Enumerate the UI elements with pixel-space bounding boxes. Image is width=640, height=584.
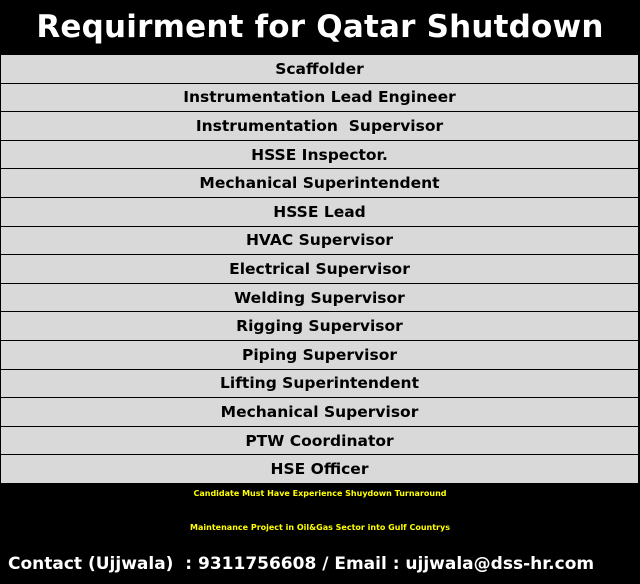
notice-line-1: Candidate Must Have Experience Shuydown Turnaround: [193, 489, 447, 498]
footer: [0, 484, 640, 584]
position-row: [1, 455, 638, 483]
position-label: HSE Officer: [270, 460, 369, 479]
position-label: Electrical Supervisor: [229, 260, 410, 279]
position-label: Mechanical Superintendent: [199, 174, 440, 193]
position-label: Piping Supervisor: [242, 345, 397, 364]
position-label: HSSE Inspector.: [251, 145, 388, 164]
position-label: Rigging Supervisor: [236, 317, 403, 336]
position-label: PTW Coordinator: [245, 431, 394, 450]
position-label: HVAC Supervisor: [245, 231, 394, 250]
position-row: [1, 370, 638, 398]
position-label: Welding Supervisor: [234, 288, 405, 307]
position-row: [1, 198, 638, 226]
notice-line-2: Maintenance Project in Oil&Gas Sector into Gulf Countrys: [190, 523, 450, 532]
position-label: Instrumentation Lead Engineer: [183, 88, 456, 107]
position-row: [1, 169, 638, 197]
positions-table: [0, 54, 640, 484]
position-row: [1, 341, 638, 369]
position-label: Instrumentation Supervisor: [195, 117, 444, 136]
position-row: [1, 255, 638, 283]
position-row: [1, 284, 638, 312]
position-row: [1, 55, 638, 83]
position-row: [1, 427, 638, 455]
position-row: [1, 227, 638, 255]
position-row: [1, 141, 638, 169]
position-label: Mechanical Supervisor: [220, 403, 419, 422]
title-bar: [0, 0, 640, 54]
position-row: [1, 112, 638, 140]
contact-line: Contact (Ujjwala) : 9311756608 / Email : ujjwala@dss-hr.com: [8, 554, 595, 574]
position-label: Scaffolder: [275, 59, 364, 78]
position-label: Lifting Superintendent: [220, 374, 419, 393]
poster-title: Requirment for Qatar Shutdown: [36, 9, 604, 45]
position-label: HSSE Lead: [273, 202, 366, 221]
position-row: [1, 84, 638, 112]
position-row: [1, 398, 638, 426]
position-row: [1, 312, 638, 340]
